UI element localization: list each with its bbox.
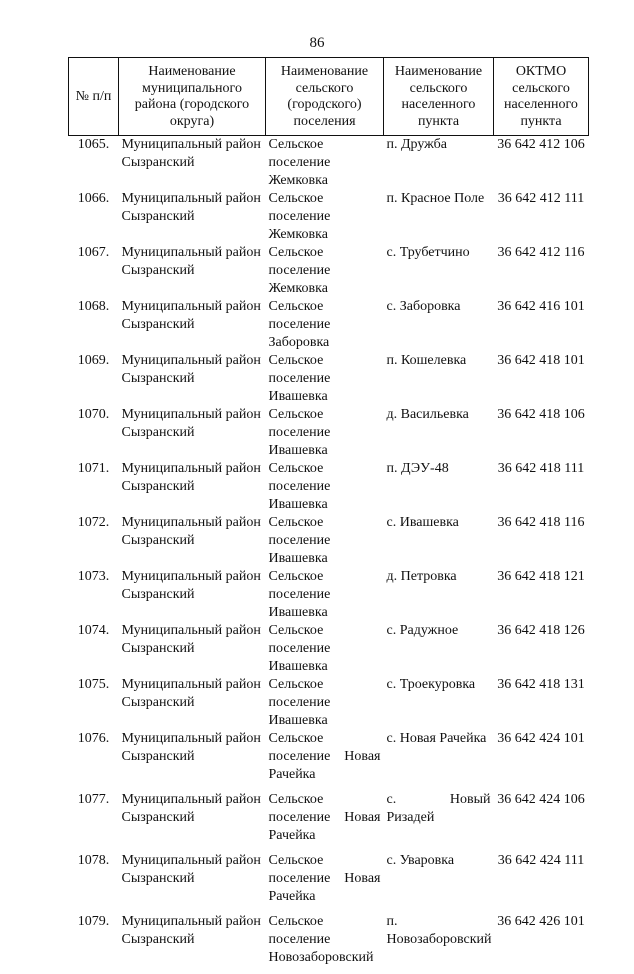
settlement-name: Сельское поселение Ивашевка bbox=[266, 514, 384, 568]
row-number: 1079. bbox=[69, 913, 119, 974]
settlement-name: Сельское поселение Жемковка bbox=[266, 190, 384, 244]
settlement-name: Сельское поселение Ивашевка bbox=[266, 676, 384, 730]
table-row bbox=[69, 913, 589, 974]
settlement-name: Сельское поселение Ивашевка bbox=[266, 406, 384, 460]
table-row bbox=[69, 791, 589, 852]
locality-name: с. Радужное bbox=[384, 622, 494, 676]
settlement-name: Сельское поселение Новая Рачейка bbox=[266, 730, 384, 791]
district-name: Муниципальный район Сызранский bbox=[119, 622, 266, 676]
district-name: Муниципальный район Сызранский bbox=[119, 136, 266, 191]
table-row bbox=[69, 406, 589, 460]
row-number: 1072. bbox=[69, 514, 119, 568]
row-number: 1071. bbox=[69, 460, 119, 514]
settlements-table bbox=[68, 57, 589, 974]
table-row bbox=[69, 298, 589, 352]
district-name: Муниципальный район Сызранский bbox=[119, 730, 266, 791]
row-number: 1065. bbox=[69, 136, 119, 191]
oktmo-code: 36 642 418 111 bbox=[494, 460, 589, 514]
district-name: Муниципальный район Сызранский bbox=[119, 913, 266, 974]
oktmo-code: 36 642 412 106 bbox=[494, 136, 589, 191]
header-locality: Наименование сельского населенного пункта bbox=[384, 58, 494, 136]
oktmo-code: 36 642 418 121 bbox=[494, 568, 589, 622]
district-name: Муниципальный район Сызранский bbox=[119, 568, 266, 622]
district-name: Муниципальный район Сызранский bbox=[119, 460, 266, 514]
row-number: 1069. bbox=[69, 352, 119, 406]
row-number: 1070. bbox=[69, 406, 119, 460]
row-number: 1077. bbox=[69, 791, 119, 852]
table-row bbox=[69, 568, 589, 622]
oktmo-code: 36 642 412 111 bbox=[494, 190, 589, 244]
oktmo-code: 36 642 424 101 bbox=[494, 730, 589, 791]
row-number: 1067. bbox=[69, 244, 119, 298]
row-number: 1066. bbox=[69, 190, 119, 244]
locality-name: п. Красное Поле bbox=[384, 190, 494, 244]
oktmo-code: 36 642 426 101 bbox=[494, 913, 589, 974]
settlement-name: Сельское поселение Новая Рачейка bbox=[266, 791, 384, 852]
locality-name: д. Васильевка bbox=[384, 406, 494, 460]
settlement-name: Сельское поселение Жемковка bbox=[266, 136, 384, 191]
table-row bbox=[69, 190, 589, 244]
table-body bbox=[69, 136, 589, 974]
header-number: № п/п bbox=[69, 58, 119, 136]
table-row bbox=[69, 136, 589, 191]
row-number: 1068. bbox=[69, 298, 119, 352]
header-row bbox=[69, 58, 589, 136]
locality-name: п. Новозаборовский bbox=[384, 913, 494, 974]
district-name: Муниципальный район Сызранский bbox=[119, 298, 266, 352]
locality-name: с. Новая Рачейка bbox=[384, 730, 494, 791]
district-name: Муниципальный район Сызранский bbox=[119, 676, 266, 730]
row-number: 1075. bbox=[69, 676, 119, 730]
locality-name: с. Новый Ризадей bbox=[384, 791, 494, 852]
locality-name: с. Трубетчино bbox=[384, 244, 494, 298]
settlement-name: Сельское поселение Жемковка bbox=[266, 244, 384, 298]
settlement-name: Сельское поселение Новозаборовский bbox=[266, 913, 384, 974]
oktmo-code: 36 642 418 106 bbox=[494, 406, 589, 460]
settlement-name: Сельское поселение Ивашевка bbox=[266, 568, 384, 622]
district-name: Муниципальный район Сызранский bbox=[119, 852, 266, 913]
table-row bbox=[69, 622, 589, 676]
row-number: 1073. bbox=[69, 568, 119, 622]
locality-name: д. Петровка bbox=[384, 568, 494, 622]
oktmo-code: 36 642 416 101 bbox=[494, 298, 589, 352]
locality-name: п. Дружба bbox=[384, 136, 494, 191]
settlement-name: Сельское поселение Ивашевка bbox=[266, 352, 384, 406]
settlement-name: Сельское поселение Ивашевка bbox=[266, 460, 384, 514]
oktmo-code: 36 642 418 126 bbox=[494, 622, 589, 676]
header-oktmo: ОКТМО сельского населенного пункта bbox=[494, 58, 589, 136]
table-header bbox=[69, 58, 589, 136]
header-district: Наименование муниципального района (городского округа) bbox=[119, 58, 266, 136]
district-name: Муниципальный район Сызранский bbox=[119, 791, 266, 852]
row-number: 1078. bbox=[69, 852, 119, 913]
oktmo-code: 36 642 424 106 bbox=[494, 791, 589, 852]
district-name: Муниципальный район Сызранский bbox=[119, 406, 266, 460]
settlement-name: Сельское поселение Заборовка bbox=[266, 298, 384, 352]
table-row bbox=[69, 730, 589, 791]
district-name: Муниципальный район Сызранский bbox=[119, 244, 266, 298]
oktmo-code: 36 642 412 116 bbox=[494, 244, 589, 298]
header-settlement: Наименование сельского (городского) поселения bbox=[266, 58, 384, 136]
oktmo-code: 36 642 418 101 bbox=[494, 352, 589, 406]
locality-name: с. Ивашевка bbox=[384, 514, 494, 568]
district-name: Муниципальный район Сызранский bbox=[119, 352, 266, 406]
table-row bbox=[69, 352, 589, 406]
table-row bbox=[69, 514, 589, 568]
oktmo-code: 36 642 424 111 bbox=[494, 852, 589, 913]
table-row bbox=[69, 244, 589, 298]
settlement-name: Сельское поселение Новая Рачейка bbox=[266, 852, 384, 913]
district-name: Муниципальный район Сызранский bbox=[119, 514, 266, 568]
table-row bbox=[69, 676, 589, 730]
row-number: 1074. bbox=[69, 622, 119, 676]
locality-name: с. Заборовка bbox=[384, 298, 494, 352]
locality-name: п. Кошелевка bbox=[384, 352, 494, 406]
oktmo-code: 36 642 418 131 bbox=[494, 676, 589, 730]
table-row bbox=[69, 852, 589, 913]
row-number: 1076. bbox=[69, 730, 119, 791]
locality-name: с. Уваровка bbox=[384, 852, 494, 913]
table-row bbox=[69, 460, 589, 514]
oktmo-code: 36 642 418 116 bbox=[494, 514, 589, 568]
district-name: Муниципальный район Сызранский bbox=[119, 190, 266, 244]
locality-name: п. ДЭУ-48 bbox=[384, 460, 494, 514]
settlement-name: Сельское поселение Ивашевка bbox=[266, 622, 384, 676]
locality-name: с. Троекуровка bbox=[384, 676, 494, 730]
page-number: 86 bbox=[0, 34, 634, 52]
